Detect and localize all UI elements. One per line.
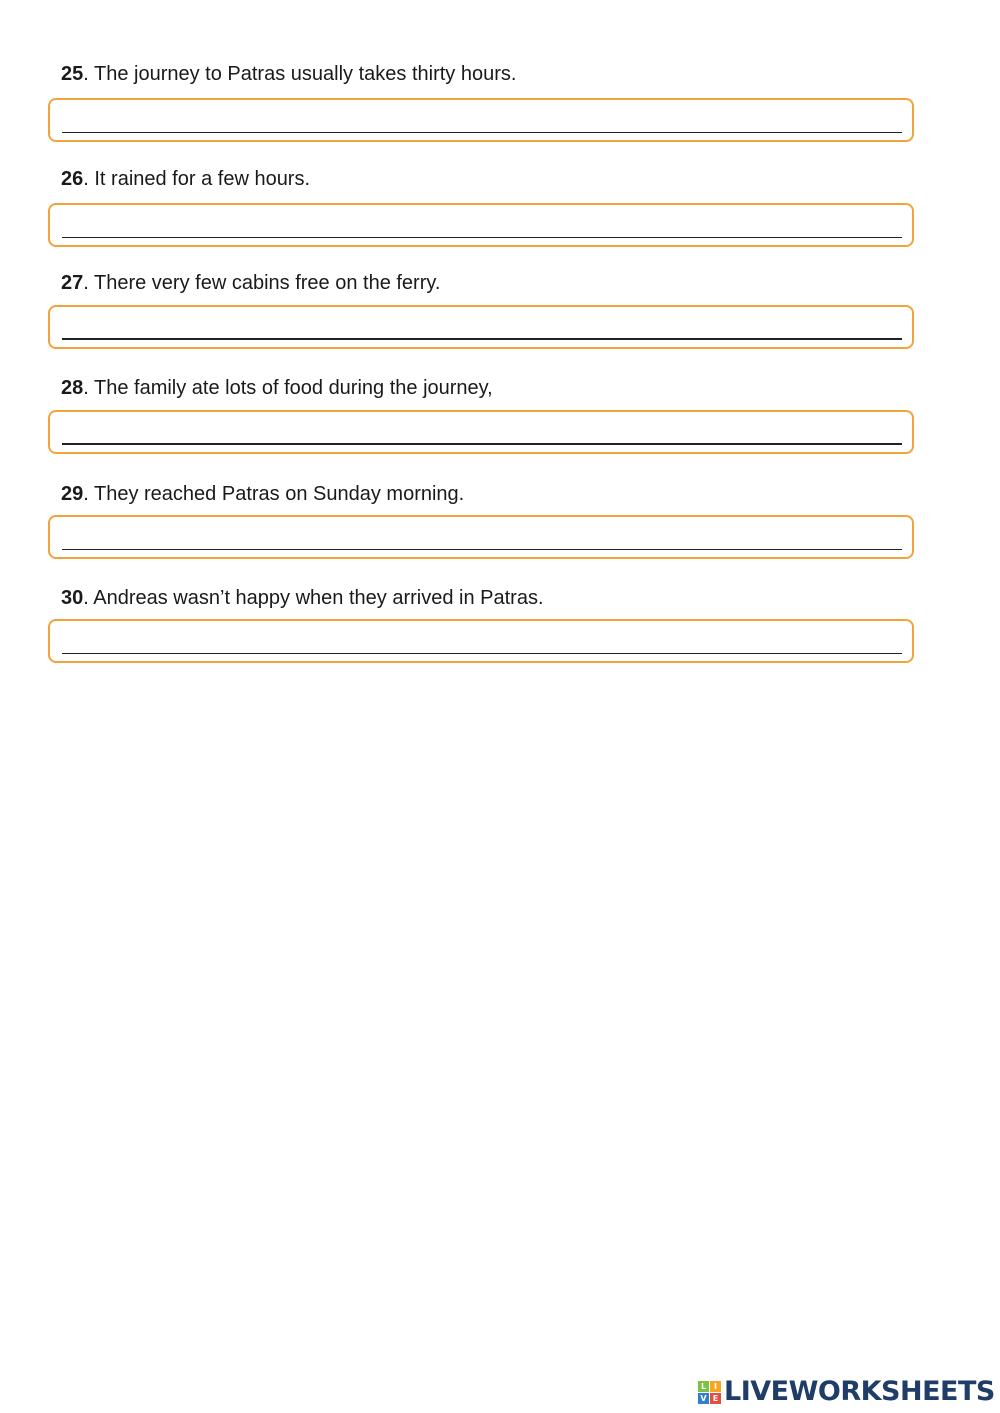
answer-input[interactable] bbox=[62, 625, 902, 655]
logo-cell: I bbox=[710, 1381, 721, 1392]
question-number: 28 bbox=[61, 377, 84, 399]
question-number: 25 bbox=[61, 63, 84, 85]
answer-input[interactable] bbox=[62, 311, 902, 341]
question-sentence: . The journey to Patras usually takes thirty hours. bbox=[83, 63, 517, 85]
question-text bbox=[61, 586, 544, 610]
answer-line bbox=[62, 338, 902, 340]
logo-cell: E bbox=[710, 1393, 721, 1404]
answer-input[interactable] bbox=[62, 104, 902, 134]
question-text bbox=[61, 167, 310, 191]
footer-logo bbox=[698, 1377, 995, 1407]
question-sentence: . The family ate lots of food during the journey, bbox=[83, 377, 493, 399]
answer-box[interactable] bbox=[48, 515, 914, 559]
liveworksheets-logo-icon bbox=[698, 1381, 721, 1404]
answer-line bbox=[62, 443, 902, 445]
answer-input[interactable] bbox=[62, 209, 902, 239]
answer-line bbox=[62, 549, 902, 550]
brand-name: LIVEWORKSHEETS bbox=[724, 1376, 995, 1407]
question-sentence: . There very few cabins free on the ferry. bbox=[83, 272, 441, 294]
logo-cell: V bbox=[698, 1393, 709, 1404]
answer-box[interactable] bbox=[48, 305, 914, 349]
question-number: 29 bbox=[61, 483, 84, 505]
answer-line bbox=[62, 653, 902, 654]
question-text bbox=[61, 271, 440, 295]
question-number: 26 bbox=[61, 168, 84, 190]
answer-line bbox=[62, 237, 902, 238]
answer-input[interactable] bbox=[62, 416, 902, 446]
question-sentence: . Andreas wasn’t happy when they arrived in Patras. bbox=[83, 587, 544, 609]
answer-box[interactable] bbox=[48, 619, 914, 663]
answer-box[interactable] bbox=[48, 410, 914, 454]
question-sentence: . They reached Patras on Sunday morning. bbox=[83, 483, 465, 505]
logo-cell: L bbox=[698, 1381, 709, 1392]
answer-box[interactable] bbox=[48, 203, 914, 247]
question-number: 30 bbox=[61, 587, 84, 609]
question-text bbox=[61, 376, 493, 400]
answer-line bbox=[62, 132, 902, 133]
question-text bbox=[61, 482, 464, 506]
answer-input[interactable] bbox=[62, 521, 902, 551]
question-sentence: . It rained for a few hours. bbox=[83, 168, 311, 190]
question-text bbox=[61, 62, 516, 86]
question-number: 27 bbox=[61, 272, 84, 294]
answer-box[interactable] bbox=[48, 98, 914, 142]
